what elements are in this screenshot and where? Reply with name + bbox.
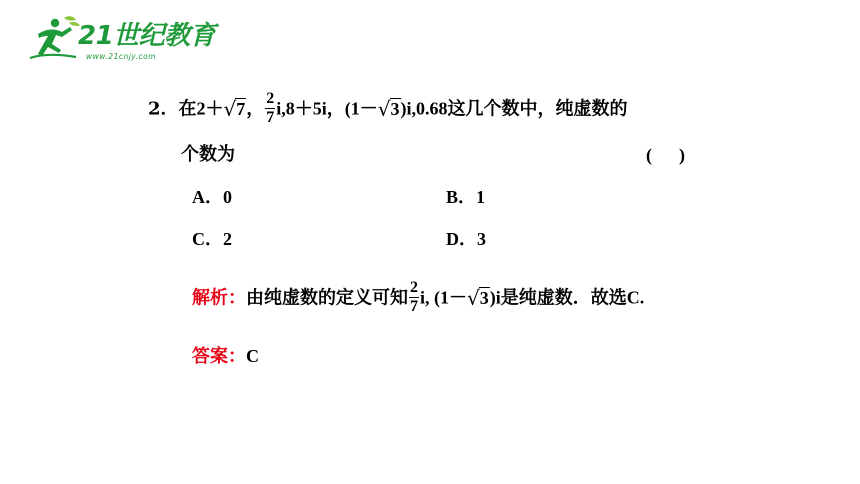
option-letter: C． (192, 229, 223, 249)
analysis-line (192, 281, 644, 316)
option-c[interactable] (192, 227, 232, 252)
analysis-text-5: C. (626, 287, 645, 308)
analysis-label: 解析： (192, 287, 246, 309)
analysis-text-3: )i (489, 287, 501, 308)
fraction-two-sevenths (265, 91, 275, 126)
logo-wordmark: 21世纪教育 (78, 21, 216, 51)
option-letter: B． (446, 187, 477, 207)
radicand-three: 3 (390, 98, 400, 119)
question-text-suffix: 这几个数中，纯虚数的 (447, 98, 628, 120)
fraction-denominator: 7 (266, 109, 275, 126)
answer-label: 答案： (192, 346, 246, 367)
analysis-text-4: 是纯虚数．故选 (500, 287, 627, 309)
question-line-1 (148, 92, 628, 127)
radical-sign-icon: √ (223, 96, 237, 121)
answer-bracket: ( ) (646, 145, 685, 165)
option-letter: A． (192, 187, 223, 207)
question-term-2: i,8＋5i，(1－ (276, 98, 378, 119)
question-number: 2． (148, 98, 179, 120)
sqrt-three (378, 96, 401, 122)
fraction-denominator: 7 (410, 298, 418, 315)
answer-line (192, 344, 259, 369)
option-value: 3 (477, 229, 486, 249)
option-a[interactable] (192, 185, 232, 210)
question-line-2: 个数为 (181, 144, 235, 165)
option-b[interactable] (446, 185, 485, 210)
radicand-seven: 7 (236, 98, 246, 119)
radical-sign-icon: √ (467, 285, 480, 310)
option-value: 0 (223, 187, 232, 207)
analysis-sqrt-three (467, 285, 490, 311)
answer-value: C (246, 346, 259, 366)
option-value: 1 (476, 187, 486, 207)
fraction-numerator: 2 (266, 90, 275, 107)
question-comma: ， (246, 98, 265, 120)
sqrt-seven (224, 96, 247, 122)
runner-logo-icon (28, 14, 84, 64)
question-text-prefix: 在 (178, 98, 197, 120)
question-term-1: 2＋ (196, 98, 224, 119)
logo (28, 14, 216, 64)
option-value: 2 (223, 229, 232, 249)
analysis-fraction (409, 280, 419, 315)
radical-sign-icon: √ (377, 96, 391, 121)
question-term-3: )i,0.68 (400, 98, 448, 119)
analysis-text-2: i, (1－ (420, 287, 467, 308)
fraction-numerator: 2 (410, 279, 418, 296)
radicand-three: 3 (479, 287, 489, 308)
option-d[interactable] (446, 227, 486, 252)
analysis-text-1: 由纯虚数的定义可知 (246, 287, 408, 309)
logo-url: www.21cnjy.com (86, 52, 157, 61)
option-letter: D． (446, 229, 477, 249)
